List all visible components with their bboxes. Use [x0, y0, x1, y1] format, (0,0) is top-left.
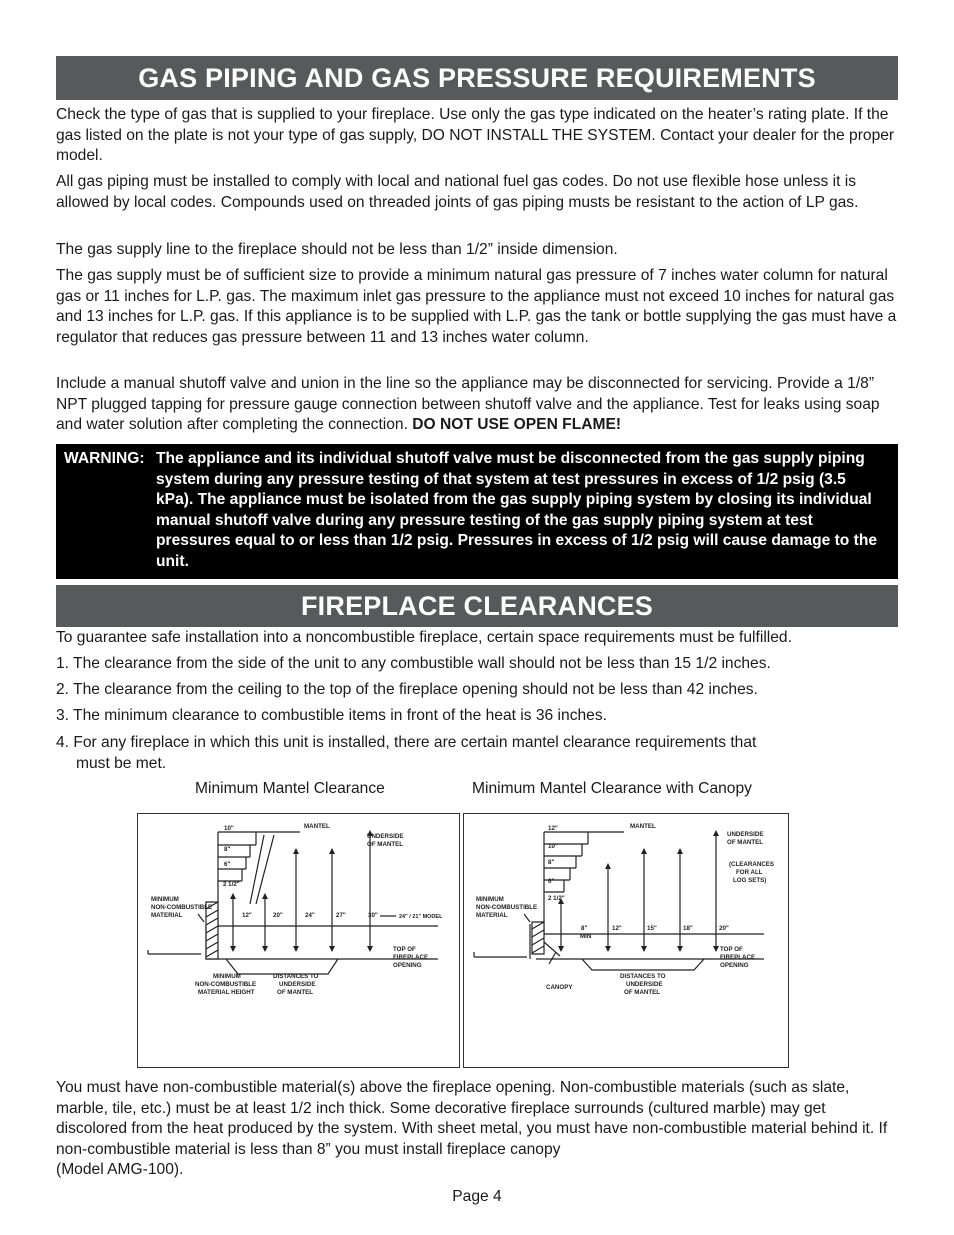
right-label-min3: MATERIAL: [476, 912, 508, 919]
paragraph-shutoff-valve: [56, 374, 898, 436]
open-flame-warning: DO NOT USE OPEN FLAME!: [412, 416, 622, 434]
clearance-item-4-cont: must be met.: [76, 755, 167, 772]
left-label-top3: OPENING: [393, 962, 422, 969]
paragraph-gas-type: Check the type of gas that is supplied to your fireplace. Use only the gas type indicated on the heater’s rating plate. If the gas listed on the plate is not your type of gas supply, DO NOT INSTALL THE SYSTEM. Contact your dealer for the proper model.: [56, 106, 895, 165]
left-label-underside: UNDERSIDE: [367, 833, 404, 840]
left-label-model: 24" / 21" MODEL: [399, 914, 443, 920]
shutoff-text: Include a manual shutoff valve and union in the line so the appliance may be disconnected for servicing. Provide a 1/8” NPT plugged tapping for pressure gauge connection between shutoff valve and the appliance. Test for leaks using soap and water solution after completing the connection.: [56, 375, 880, 434]
right-label-mantel: MANTEL: [630, 823, 656, 830]
left-label-dist3: OF MANTEL: [277, 989, 314, 996]
right-label-underside: UNDERSIDE: [727, 831, 764, 838]
right-label-clear3: LOG SETS): [733, 877, 767, 884]
left-label-top2: FIREPLACE: [393, 954, 429, 961]
closing-text: You must have non-combustible material(s) above the fireplace opening. Non-combustible materials (such as slate, marble, tile, etc.) must be at least 1/2 inch thick. Some decorative fireplace surrounds (cultured marble) may get discolored from the heat produced by the system. With sheet metal, you must have non-combustible material behind it. If non-combustible material is less than 8” you must install fireplace canopy: [56, 1079, 888, 1158]
right-vert-20: 20": [719, 925, 729, 932]
left-label-of-mantel: OF MANTEL: [367, 841, 404, 848]
left-label-dist2: UNDERSIDE: [279, 981, 316, 988]
caption-min-mantel-clearance-canopy: Minimum Mantel Clearance with Canopy: [472, 780, 752, 797]
closing-model: (Model AMG-100).: [56, 1161, 184, 1179]
left-vert-27: 27": [336, 912, 346, 919]
right-label-top3: OPENING: [720, 962, 749, 969]
paragraph-intro: To guarantee safe installation into a noncombustible fireplace, certain space requirements must be fulfilled.: [56, 629, 792, 646]
left-step-6: 6": [224, 861, 231, 868]
left-label-height2: NON-COMBUSTIBLE: [195, 981, 257, 988]
right-label-top1: TOP OF: [720, 946, 743, 953]
right-step-10: 10": [548, 843, 558, 850]
right-step-2-1-2: 2 1/2": [548, 895, 565, 902]
warning-text: The appliance and its individual shutoff valve must be disconnected from the gas supply piping system during any pressure testing of that system at test pressures in excess of 1/2 psig (3.5 kPa). The appliance must be isolated from the gas supply piping system by closing its individual manual shutoff valve during any pressure testing of the gas supply piping system at test pressures equal to or less than 1/2 psig. Pressures in excess of 1/2 psig will cause damage to the unit.: [156, 450, 878, 570]
paragraph-non-combustible: [56, 1078, 898, 1181]
left-vert-20: 20": [273, 912, 283, 919]
right-label-dist1: DISTANCES TO: [620, 973, 666, 980]
right-label-dist3: OF MANTEL: [624, 989, 661, 996]
paragraph-gas-pressure: The gas supply must be of sufficient size to provide a minimum natural gas pressure of 7 inches water column for natural gas or 11 inches for L.P. gas. The maximum inlet gas pressure to the appliance must not exceed 10 inches for natural gas and 13 inches for L.P. gas. If this appliance is to be supplied with L.P. gas the tank or bottle supplying the gas must have a regulator that reduces gas pressure between 11 and 13 inches water column.: [56, 267, 897, 346]
right-label-top2: FIREPLACE: [720, 954, 756, 961]
clearance-item-3: 3. The minimum clearance to combustible items in front of the heat is 36 inches.: [56, 707, 607, 724]
right-label-clear1: (CLEARANCES: [729, 861, 775, 868]
right-step-8: 8": [548, 859, 555, 866]
paragraph-gas-codes: All gas piping must be installed to comply with local and national fuel gas codes. Do not use flexible hose unless it is allowed by local codes. Compounds used on threaded joints of gas piping musts be resistant to the action of LP gas.: [56, 173, 859, 211]
warning-label: WARNING:: [64, 450, 145, 467]
paragraph-supply-line: The gas supply line to the fireplace should not be less than 1/2” inside dimension.: [56, 241, 618, 258]
left-label-height1: MINIMUM: [213, 973, 241, 980]
section-title-gas-piping: GAS PIPING AND GAS PRESSURE REQUIREMENTS: [56, 56, 898, 100]
section-title-fireplace-clearances: FIREPLACE CLEARANCES: [56, 585, 898, 627]
right-label-dist2: UNDERSIDE: [626, 981, 663, 988]
right-label-min2: NON-COMBUSTIBLE: [476, 904, 538, 911]
right-vert-12: 12": [612, 925, 622, 932]
right-label-of-mantel: OF MANTEL: [727, 839, 764, 846]
left-label-min2: NON-COMBUSTIBLE: [151, 904, 213, 911]
left-label-height3: MATERIAL HEIGHT: [198, 989, 255, 996]
left-label-min3: MATERIAL: [151, 912, 183, 919]
left-vert-12: 12": [242, 912, 252, 919]
right-label-canopy: CANOPY: [546, 984, 573, 991]
page-number: Page 4: [452, 1188, 502, 1205]
left-vert-30: 30": [368, 912, 378, 919]
left-step-10: 10": [224, 825, 234, 832]
right-vert-15: 15": [647, 925, 657, 932]
left-step-2-1-2: 2 1/2": [223, 881, 240, 888]
left-label-mantel: MANTEL: [304, 823, 330, 830]
warning-box: [56, 444, 898, 579]
right-vert-18: 18": [683, 925, 693, 932]
right-label-clear2: FOR ALL: [736, 869, 763, 876]
left-label-min1: MINIMUM: [151, 896, 179, 903]
diagram-minimum-mantel-clearance: [137, 813, 460, 1068]
right-step-6: 6": [548, 878, 555, 885]
diagram-minimum-mantel-clearance-canopy: [463, 813, 789, 1068]
right-vert-8: 8": [581, 925, 588, 932]
left-label-dist1: DISTANCES TO: [273, 973, 319, 980]
left-label-top1: TOP OF: [393, 946, 416, 953]
left-vert-24: 24": [305, 912, 315, 919]
clearance-item-4: 4. For any fireplace in which this unit is installed, there are certain mantel clearance requirements that: [56, 734, 757, 751]
left-step-8: 8": [224, 846, 231, 853]
right-vert-min: MIN: [580, 933, 592, 940]
caption-min-mantel-clearance: Minimum Mantel Clearance: [195, 780, 385, 797]
clearance-item-2: 2. The clearance from the ceiling to the top of the fireplace opening should not be less than 42 inches.: [56, 681, 758, 698]
right-step-12: 12": [548, 825, 558, 832]
clearance-item-1: 1. The clearance from the side of the unit to any combustible wall should not be less than 15 1/2 inches.: [56, 655, 771, 672]
right-label-min1: MINIMUM: [476, 896, 504, 903]
